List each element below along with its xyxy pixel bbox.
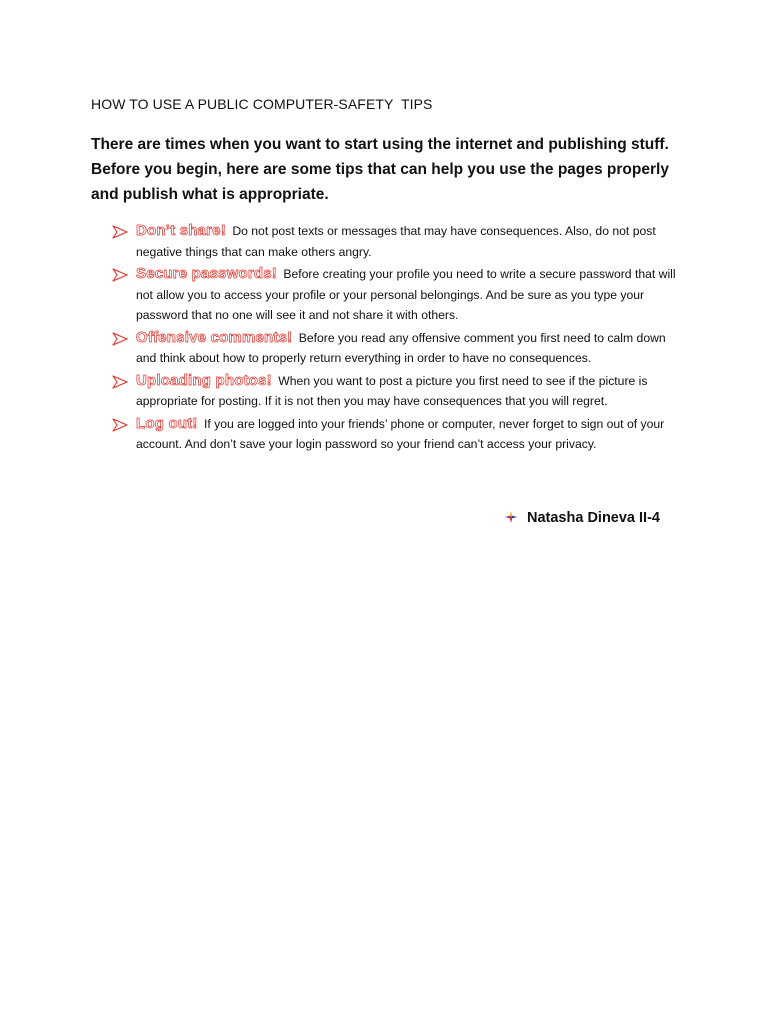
tip-heading: Offensive comments! [136,328,293,346]
tip-heading: Uploading photos! [136,371,272,389]
tip-item-dont-share [110,221,680,262]
arrowhead-bullet-icon [112,375,128,389]
arrowhead-bullet-icon [112,225,128,239]
document-title: HOW TO USE A PUBLIC COMPUTER-SAFETY TIPS [91,96,433,112]
tip-text: Before you read any offensive comment you first need to calm down and think about how to properly return everything in order to have no consequences. [136,330,666,365]
arrowhead-bullet-icon [112,268,128,282]
tip-item-log-out [110,414,680,455]
tip-heading: Log out! [136,414,198,432]
tip-item-secure-passwords [110,264,680,326]
author-name: Natasha Dineva II-4 [527,510,660,526]
tip-item-offensive-comments [110,328,680,369]
intro-paragraph: There are times when you want to start using the internet and publishing stuff. Before you begin, here are some tips that can help you use the pages properly and publish what is appropriate. [91,136,669,203]
tip-item-uploading-photos [110,371,680,412]
tip-text: Before creating your profile you need to write a secure password that will not allow you to access your profile or your personal belongings. And be sure as you type your password that no one will see it and not share it with others. [136,267,676,322]
tip-text: Do not post texts or messages that may have consequences. Also, do not post negative things that can make others angry. [136,224,656,259]
four-point-star-bullet-icon [505,511,517,523]
arrowhead-bullet-icon [112,332,128,346]
tips-list [110,221,680,457]
arrowhead-bullet-icon [112,418,128,432]
tip-text: When you want to post a picture you first need to see if the picture is appropriate for posting. If it is not then you may have consequences that you will regret. [136,373,648,408]
tip-heading: Don’t share! [136,222,226,239]
tip-text: If you are logged into your friends’ phone or computer, never forget to sign out of your account. And don’t save your login password so your friend can’t access your privacy. [136,416,665,451]
tip-heading: Secure passwords! [136,265,277,282]
author-signature [505,510,660,526]
